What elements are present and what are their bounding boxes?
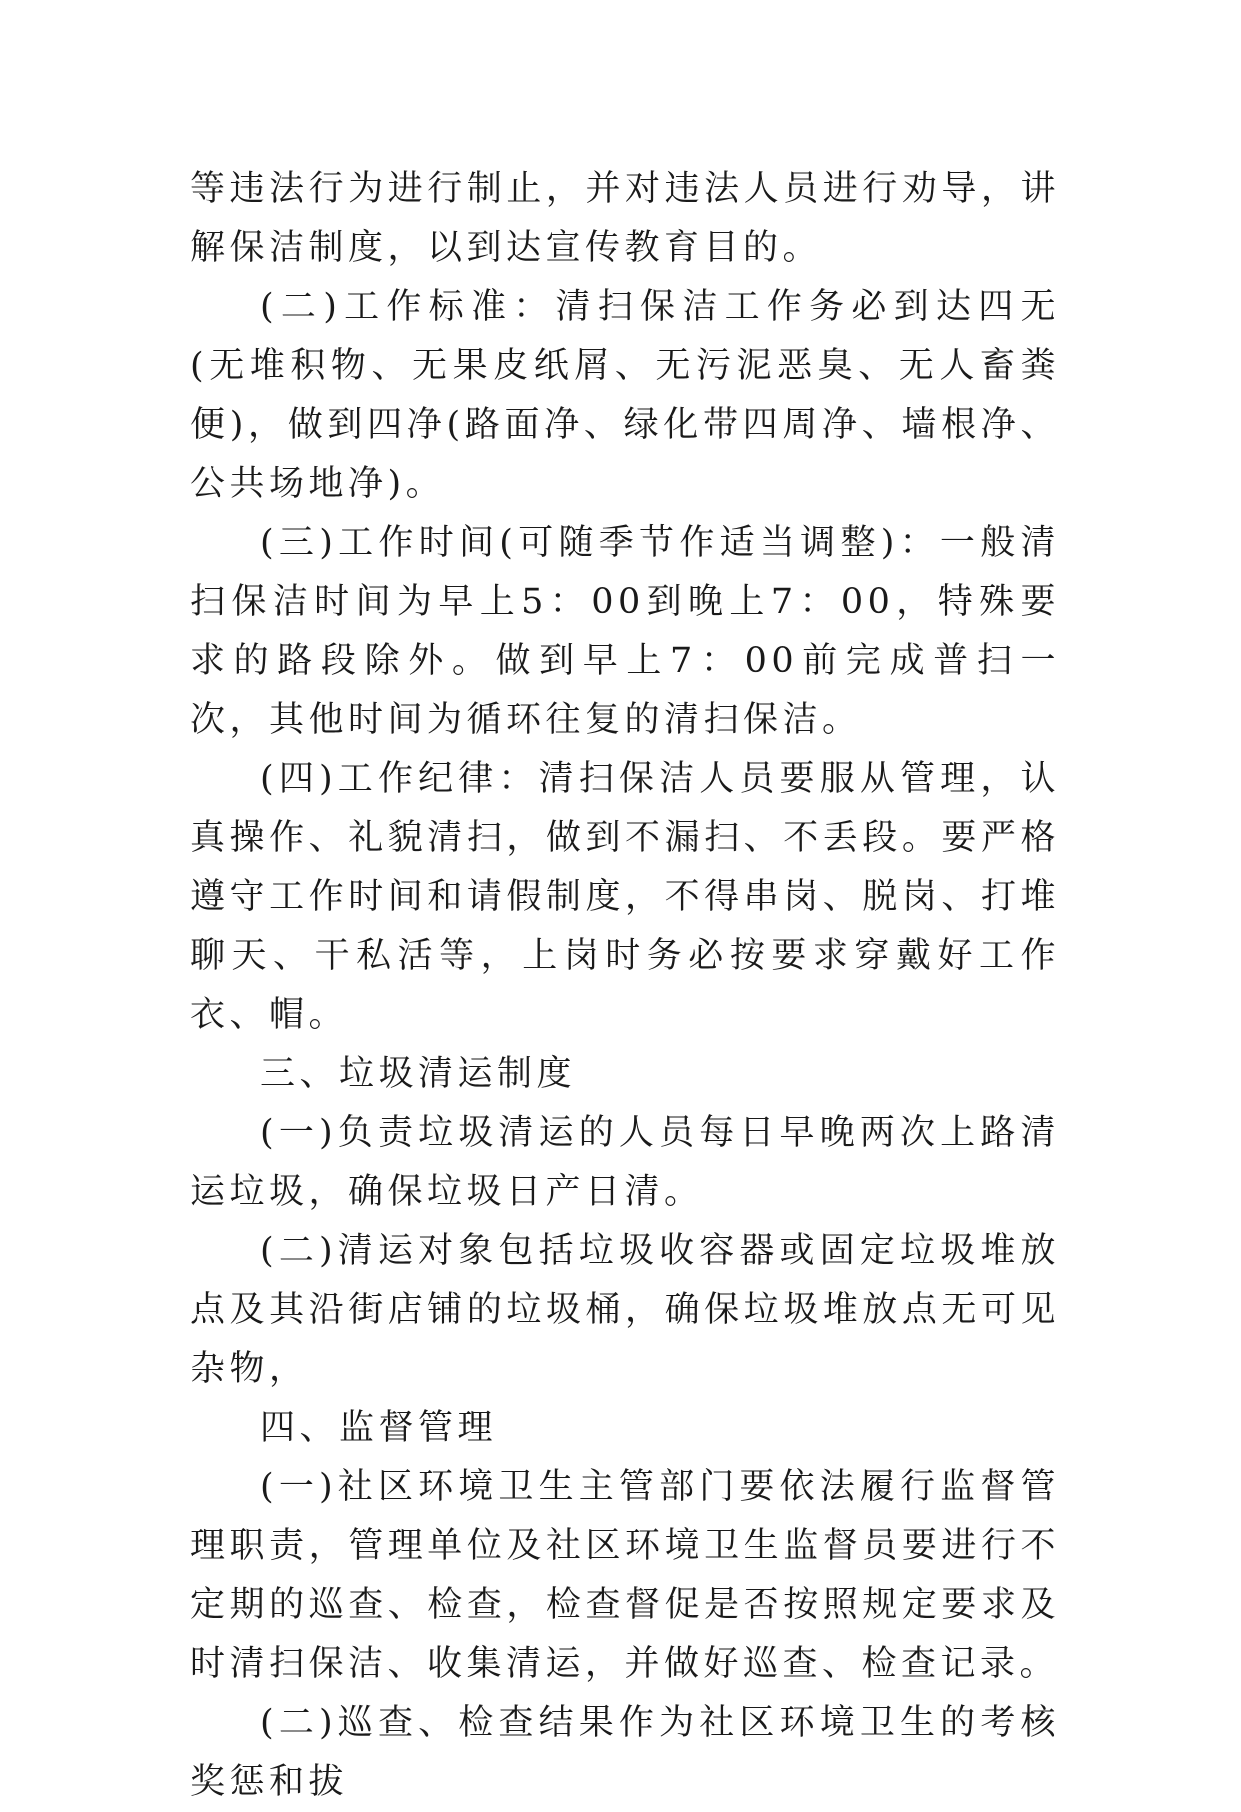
paragraph-8: (二)巡查、检查结果作为社区环境卫生的考核奖惩和拔 xyxy=(190,1703,1060,1802)
paragraph-4: (四)工作纪律：清扫保洁人员要服从管理，认真操作、礼貌清扫，做到不漏扫、不丢段。要严格遵守工作时间和请假制度，不得串岗、脱岗、打堆聊天、干私活等，上岗时务必按要求穿戴好工作衣、帽。 xyxy=(190,759,1060,1035)
paragraph-2: (二)工作标准：清扫保洁工作务必到达四无(无堆积物、无果皮纸屑、无污泥恶臭、无人畜粪便)，做到四净(路面净、绿化带四周净、墙根净、公共场地净)。 xyxy=(190,287,1060,504)
document-body xyxy=(190,160,1060,1812)
paragraph-6: (二)清运对象包括垃圾收容器或固定垃圾堆放点及其沿街店铺的垃圾桶，确保垃圾堆放点无可见杂物， xyxy=(190,1231,1060,1389)
section-heading-4: 四、监督管理 xyxy=(260,1408,498,1448)
paragraph-3: (三)工作时间(可随季节作适当调整)：一般清扫保洁时间为早上5：00到晚上7：00，特殊要求的路段除外。做到早上7：00前完成普扫一次，其他时间为循环往复的清扫保洁。 xyxy=(190,523,1060,740)
paragraph-7: (一)社区环境卫生主管部门要依法履行监督管理职责，管理单位及社区环境卫生监督员要进行不定期的巡查、检查，检查督促是否按照规定要求及时清扫保洁、收集清运，并做好巡查、检查记录。 xyxy=(190,1467,1060,1684)
paragraph-1: 等违法行为进行制止，并对违法人员进行劝导，讲解保洁制度，以到达宣传教育目的。 xyxy=(190,169,1060,268)
section-heading-3: 三、垃圾清运制度 xyxy=(260,1054,577,1094)
paragraph-5: (一)负责垃圾清运的人员每日早晚两次上路清运垃圾，确保垃圾日产日清。 xyxy=(190,1113,1060,1212)
